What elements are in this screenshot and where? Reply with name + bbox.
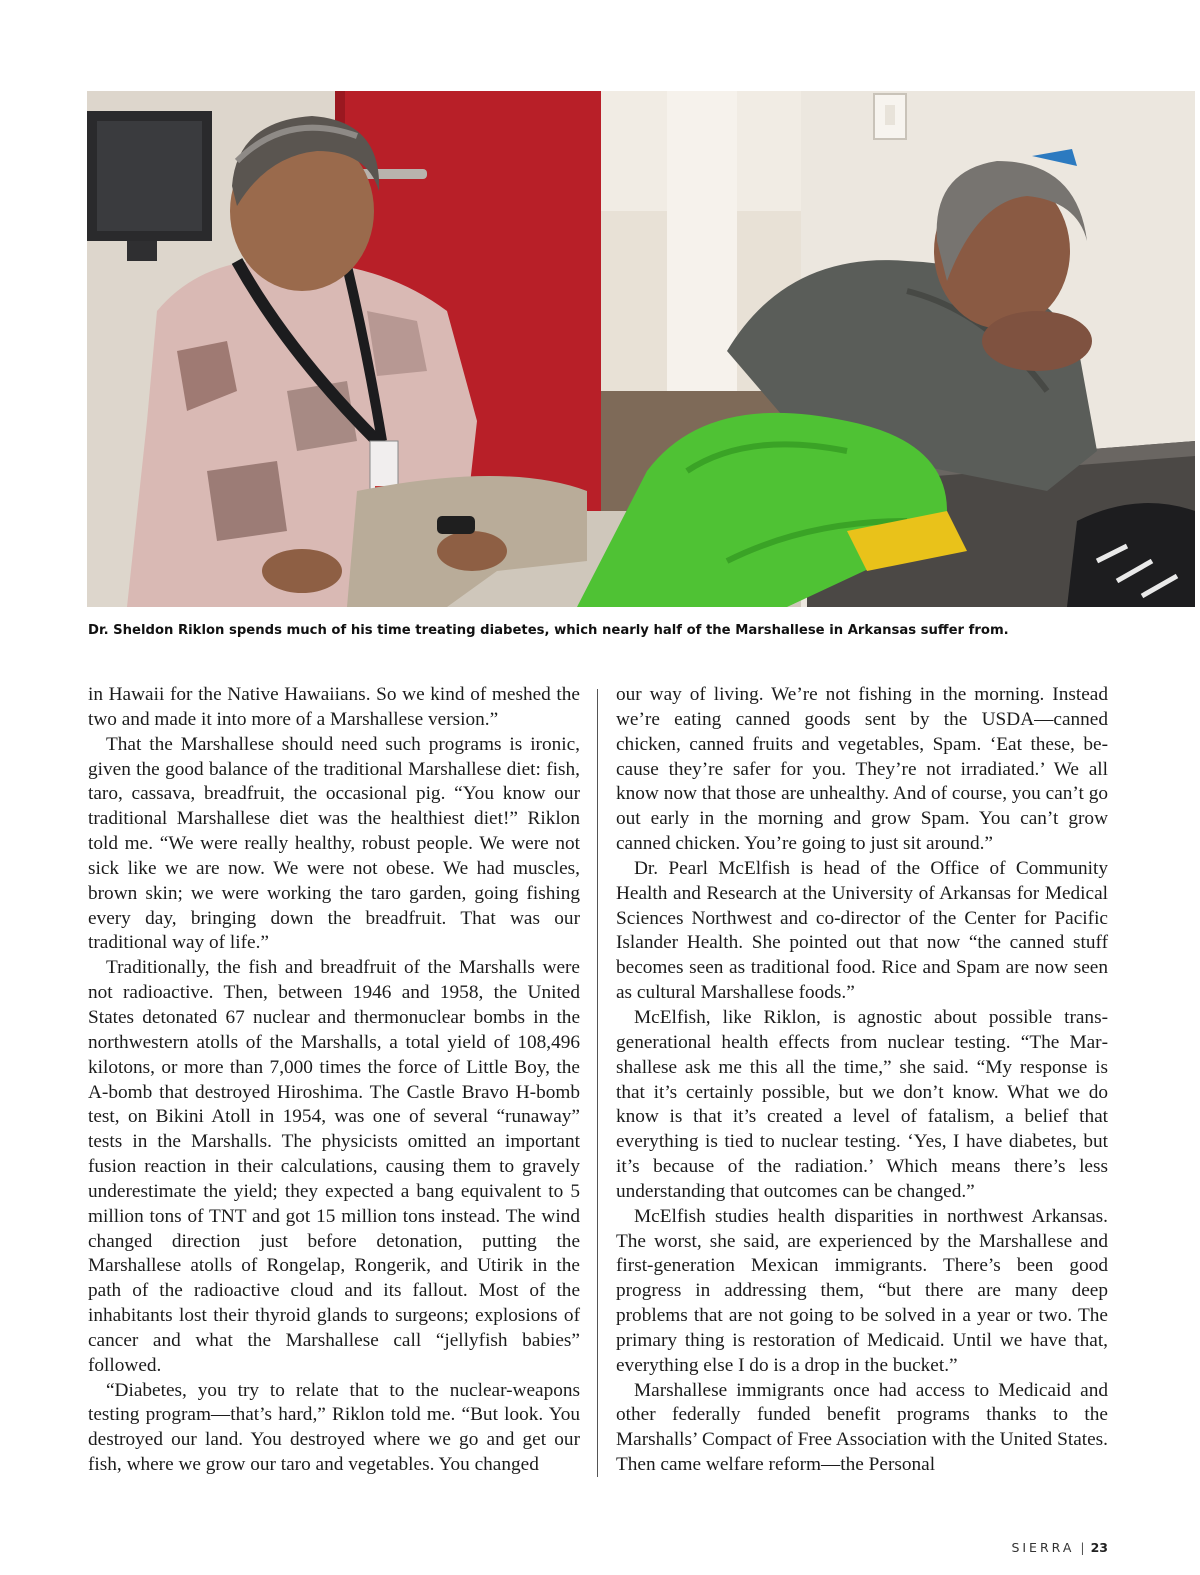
paragraph: McElfish, like Riklon, is agnostic about possible transgenerational health effects from nuclear testing. “The Marshallese ask me this all the time,” she said. “My response is that it’s certainly possible, but we don’t know. What we do know is that it’s created a level of fatalism, a belief that everything is tied to nuclear testing. ‘Yes, I have diabetes, but it’s because of the radiation.’ Which means there’s less understanding that outcomes can be changed.” — [616, 1006, 1108, 1202]
photo-illustration — [87, 91, 1195, 607]
page-footer — [1011, 1540, 1108, 1555]
article-photo — [87, 91, 1195, 607]
paragraph: in Hawaii for the Native Hawaiians. So we kind of meshed the two and made it into more of a Marshallese version.” — [88, 684, 580, 730]
page-number: 23 — [1090, 1540, 1108, 1555]
paragraph: McElfish studies health disparities in northwest Arkansas. The worst, she said, are experienced by the Marshallese and first-generation Mexican immigrants. There’s been good progress in addressing them, “but there are many deep problems that are not going to be solved in a year or two. The primary thing is restoration of Medicaid. Until we have that, everything else I do is a drop in the bucket.” — [616, 1205, 1108, 1376]
paragraph: Traditionally, the fish and breadfruit of the Marshalls were not radioactive. Then, between 1946 and 1958, the United States detonated 67 nuclear and thermonuclear bombs in the northwestern atolls of the Marshalls, a total yield of 108,496 kilotons, or more than 7,000 times the force of Little Boy, the A-bomb that destroyed Hiroshima. The Castle Bravo H-bomb test, on Bikini Atoll in 1954, was one of several “runaway” tests in the Marshalls. The physicists omitted an important fusion reaction in their calculations, causing them to gravely underestimate the yield; they expected a bang equivalent to 5 million tons of TNT and got 15 million tons instead. The wind changed direction just before detonation, putting the Marshallese atolls of Rongelap, Rongerik, and Utirik in the path of the radioactive cloud and its fallout. Most of the inhabitants lost their thyroid glands to surgeons; explosions of cancer and what the Marshallese call “jellyfish babies” followed. — [88, 957, 580, 1376]
magazine-name: SIERRA — [1011, 1540, 1075, 1555]
paragraph: our way of living. We’re not fishing in the morning. Instead we’re eating canned goods sent by the USDA—canned chicken, canned fruits and vegetables, Spam. ‘Eat these, because they’re safer for you. They’re not irradiated.’ We all know now that those are unhealthy. And of course, you can’t go out early in the morning and grow Spam. You can’t grow canned chicken. You’re going to just sit around.” — [616, 684, 1108, 855]
paragraph: That the Marshallese should need such programs is ironic, given the good balance of the traditional Marshallese diet: fish, taro, cassava, breadfruit, the occasional pig. “You know our traditional Marshallese diet was the healthiest diet!” Riklon told me. “We were really healthy, robust people. We were not sick like we are now. We were not obese. We had muscles, brown skin; we were working the taro garden, going fishing every day, bringing down the breadfruit. That was our traditional way of life.” — [88, 733, 580, 954]
article-column-right — [616, 683, 1108, 1478]
photo-caption: Dr. Sheldon Riklon spends much of his time treating diabetes, which nearly half of the Marshallese in Arkansas suffer from. — [88, 623, 1009, 638]
article-column-left — [88, 683, 580, 1478]
paragraph: “Diabetes, you try to relate that to the nuclear-weapons testing program—that’s hard,” Riklon told me. “But look. You destroyed our land. You destroyed where we go and get our fish, where we grow our taro and vegetables. You changed — [88, 1379, 580, 1476]
column-divider — [597, 689, 598, 1477]
folio-separator: | — [1080, 1540, 1085, 1555]
paragraph: Dr. Pearl McElfish is head of the Office of Community Health and Research at the University of Arkansas for Medical Sciences Northwest and co-director of the Center for Pacific Islander Health. She pointed out that now “the canned stuff becomes seen as traditional food. Rice and Spam are now seen as cultural Marshallese foods.” — [616, 857, 1108, 1004]
paragraph: Marshallese immigrants once had access to Medicaid and other federally funded benefit programs thanks to the Marshalls’ Compact of Free Association with the United States. Then came welfare reform—the Personal — [616, 1379, 1108, 1476]
